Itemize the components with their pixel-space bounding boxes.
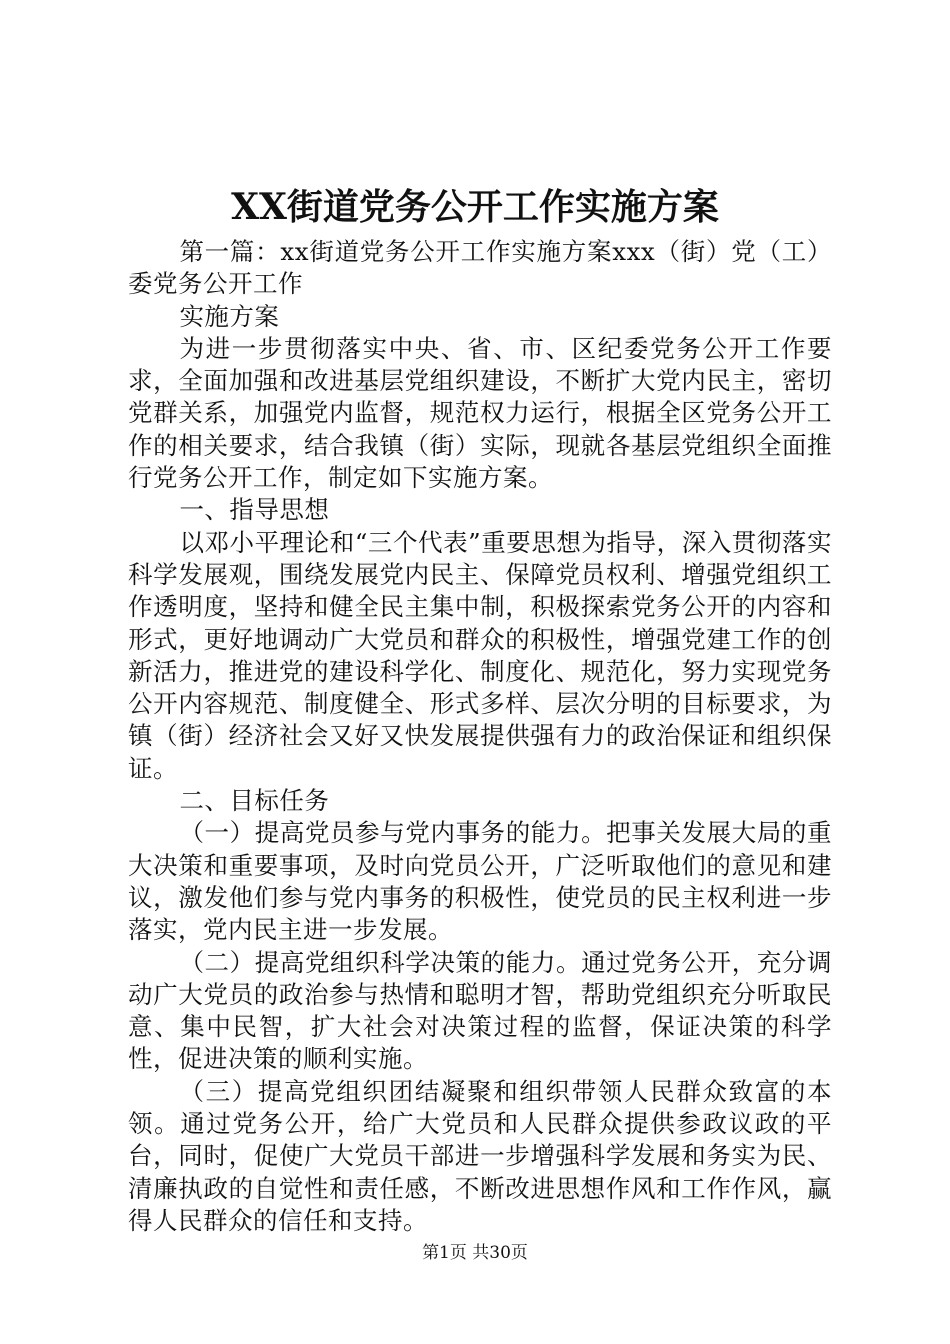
paragraph-objective-2: （二）提高党组织科学决策的能力。通过党务公开，充分调动广大党员的政治参与热情和聪明才智，帮助党组织充分听取民意、集中民智，扩大社会对决策过程的监督，保证决策的科学性，促进决策的顺利实施。 (128, 947, 832, 1074)
document-body (128, 236, 832, 1237)
paragraph-objective-1: （一）提高党员参与党内事务的能力。把事关发展大局的重大决策和重要事项，及时向党员公开，广泛听取他们的意见和建议，激发他们参与党内事务的积极性，使党员的民主权利进一步落实，党内民主进一步发展。 (128, 818, 832, 945)
paragraph-guiding-thought: 以邓小平理论和“三个代表”重要思想为指导，深入贯彻落实科学发展观，围绕发展党内民主、保障党员权利、增强党组织工作透明度，坚持和健全民主集中制，积极探索党务公开的内容和形式，更好地调动广大党员和群众的积极性，增强党建工作的创新活力，推进党的建设科学化、制度化、规范化，努力实现党务公开内容规范、制度健全、形式多样、层次分明的目标要求，为镇（街）经济社会又好又快发展提供强有力的政治保证和组织保证。 (128, 527, 832, 783)
document-title: XX街道党务公开工作实施方案 (231, 186, 719, 228)
paragraph-subtitle: 实施方案 (179, 301, 280, 331)
paragraph-intro: 第一篇：xx街道党务公开工作实施方案xxx（街）党（工）委党务公开工作 (128, 237, 832, 299)
paragraph-preamble: 为进一步贯彻落实中央、省、市、区纪委党务公开工作要求，全面加强和改进基层党组织建设，不断扩大党内民主，密切党群关系，加强党内监督，规范权力运行，根据全区党务公开工作的相关要求，结合我镇（街）实际，现就各基层党组织全面推行党务公开工作，制定如下实施方案。 (128, 333, 832, 493)
section-heading-guiding-thought: 一、指导思想 (179, 495, 330, 525)
paragraph-objective-3: （三）提高党组织团结凝聚和组织带领人民群众致富的本领。通过党务公开，给广大党员和人民群众提供参政议政的平台，同时，促使广大党员干部进一步增强科学发展和务实为民、清廉执政的自觉性和责任感，不断改进思想作风和工作作风，赢得人民群众的信任和支持。 (128, 1076, 832, 1235)
page-footer: 第1页 共30页 (422, 1243, 528, 1263)
section-heading-objectives: 二、目标任务 (179, 786, 330, 816)
